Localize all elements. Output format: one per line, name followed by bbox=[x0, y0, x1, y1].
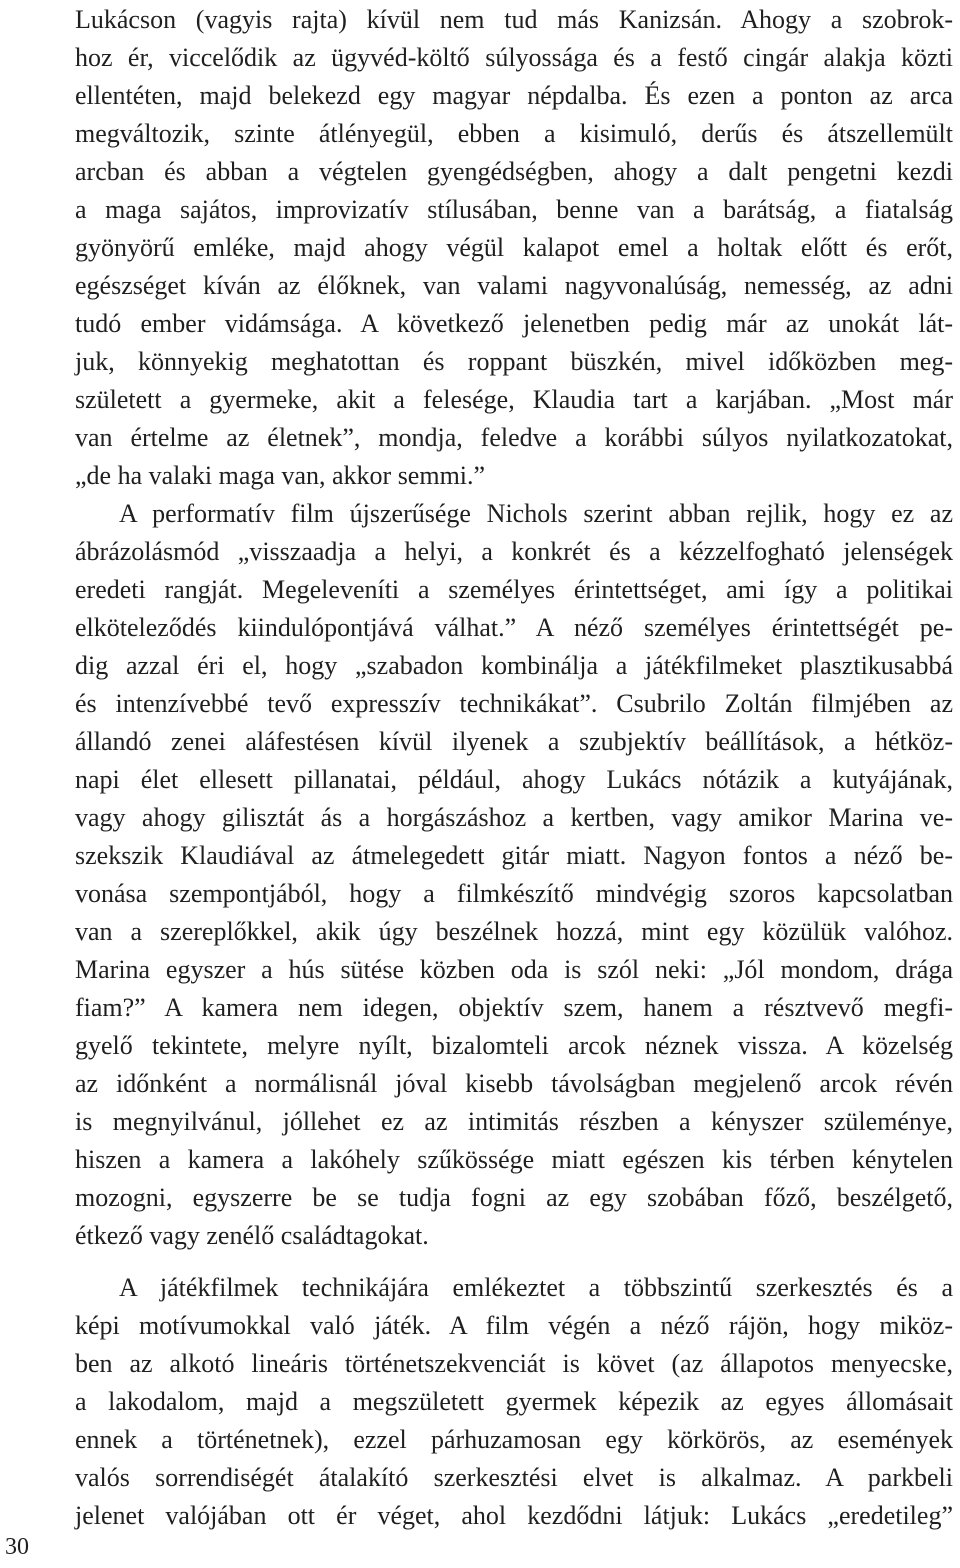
text-line: született a gyermeke, akit a felesége, Klaudia tart a karjában. „Most már bbox=[75, 385, 953, 414]
text-line: szekszik Klaudiával az átmelegedett gitár miatt. Nagyon fontos a néző be- bbox=[75, 841, 953, 870]
text-line: étkező vagy zenélő családtagokat. bbox=[75, 1221, 429, 1250]
text-line: van értelme az életnek”, mondja, feledve a korábbi súlyos nyilatkozatokat, bbox=[75, 423, 953, 452]
page-number: 30 bbox=[5, 1534, 29, 1560]
paragraph-first-line: A performatív film újszerűsége Nichols szerint abban rejlik, hogy ez az bbox=[119, 499, 953, 528]
text-line: elköteleződés kiindulópontjává válhat.” A néző személyes érintettségét pe- bbox=[75, 613, 953, 642]
text-line: egészséget kíván az élőknek, van valami nagyvonalúság, nemesség, az adni bbox=[75, 271, 953, 300]
text-line: megváltozik, szinte átlényegül, ebben a kisimuló, derűs és átszellemült bbox=[75, 119, 953, 148]
text-line: képi motívumokkal való játék. A film végén a néző rájön, hogy miköz- bbox=[75, 1311, 953, 1340]
text-line: jelenet valójában ott ér véget, ahol kezdődni látjuk: Lukács „eredetileg” bbox=[75, 1501, 953, 1530]
text-line: is megnyilvánul, jóllehet ez az intimitás részben a kényszer szüleménye, bbox=[75, 1107, 953, 1136]
text-line: mozogni, egyszerre be se tudja fogni az egy szobában főző, beszélgető, bbox=[75, 1183, 953, 1212]
text-line: gyelő tekintete, melyre nyílt, bizalomteli arcok néznek vissza. A közelség bbox=[75, 1031, 953, 1060]
text-line: eredeti rangját. Megeleveníti a személyes érintettséget, ami így a politikai bbox=[75, 575, 953, 604]
text-line: ellentéten, majd belekezd egy magyar népdalba. És ezen a ponton az arca bbox=[75, 81, 953, 110]
text-line: arcban és abban a végtelen gyengédségben, ahogy a dalt pengetni kezdi bbox=[75, 157, 953, 186]
text-line: a maga sajátos, improvizatív stílusában, benne van a barátság, a fiatalság bbox=[75, 195, 953, 224]
text-line: dig azzal éri el, hogy „szabadon kombinálja a játékfilmeket plasztikusabbá bbox=[75, 651, 953, 680]
text-line: tudó ember vidámsága. A következő jelenetben pedig már az unokát lát- bbox=[75, 309, 953, 338]
text-line: hoz ér, viccelődik az ügyvéd-költő súlyossága és a festő cingár alakja közti bbox=[75, 43, 953, 72]
text-line: vagy ahogy gilisztát ás a horgászáshoz a kertben, vagy amikor Marina ve- bbox=[75, 803, 953, 832]
text-line: hiszen a kamera a lakóhely szűkössége miatt egészen kis térben kénytelen bbox=[75, 1145, 953, 1174]
text-line: napi élet ellesett pillanatai, például, ahogy Lukács nótázik a kutyájának, bbox=[75, 765, 953, 794]
text-line: fiam?” A kamera nem idegen, objektív szem, hanem a résztvevő megfi- bbox=[75, 993, 953, 1022]
text-line: az időnként a normálisnál jóval kisebb távolságban megjelenő arcok révén bbox=[75, 1069, 953, 1098]
text-line: a lakodalom, majd a megszületett gyermek képezik az egyes állomásait bbox=[75, 1387, 953, 1416]
text-line: valós sorrendiségét átalakító szerkesztési elvet is alkalmaz. A parkbeli bbox=[75, 1463, 953, 1492]
text-line: vonása szempontjából, hogy a filmkészítő mindvégig szoros kapcsolatban bbox=[75, 879, 953, 908]
paragraph-first-line: A játékfilmek technikájára emlékeztet a többszintű szerkesztés és a bbox=[119, 1273, 953, 1302]
text-line: juk, könnyekig meghatottan és roppant büszkén, mivel időközben meg- bbox=[75, 347, 953, 376]
text-line: állandó zenei aláfestésen kívül ilyenek a szubjektív beállítások, a hétköz- bbox=[75, 727, 953, 756]
text-line: gyönyörű emléke, majd ahogy végül kalapot emel a holtak előtt és erőt, bbox=[75, 233, 953, 262]
text-line: és intenzívebbé tevő expresszív technikákat”. Csubrilo Zoltán filmjében az bbox=[75, 689, 953, 718]
text-line: Lukácson (vagyis rajta) kívül nem tud más Kanizsán. Ahogy a szobrok- bbox=[75, 5, 953, 34]
text-line: Marina egyszer a hús sütése közben oda is szól neki: „Jól mondom, drága bbox=[75, 955, 953, 984]
text-line: ennek a történetnek), ezzel párhuzamosan egy körkörös, az események bbox=[75, 1425, 953, 1454]
text-line: ben az alkotó lineáris történetszekvenciát is követ (az állapotos menyecske, bbox=[75, 1349, 953, 1378]
text-line: van a szereplőkkel, akik úgy beszélnek hozzá, mint egy közülük valóhoz. bbox=[75, 917, 953, 946]
text-line: „de ha valaki maga van, akkor semmi.” bbox=[75, 461, 486, 490]
text-line: ábrázolásmód „visszaadja a helyi, a konkrét és a kézzelfogható jelenségek bbox=[75, 537, 953, 566]
